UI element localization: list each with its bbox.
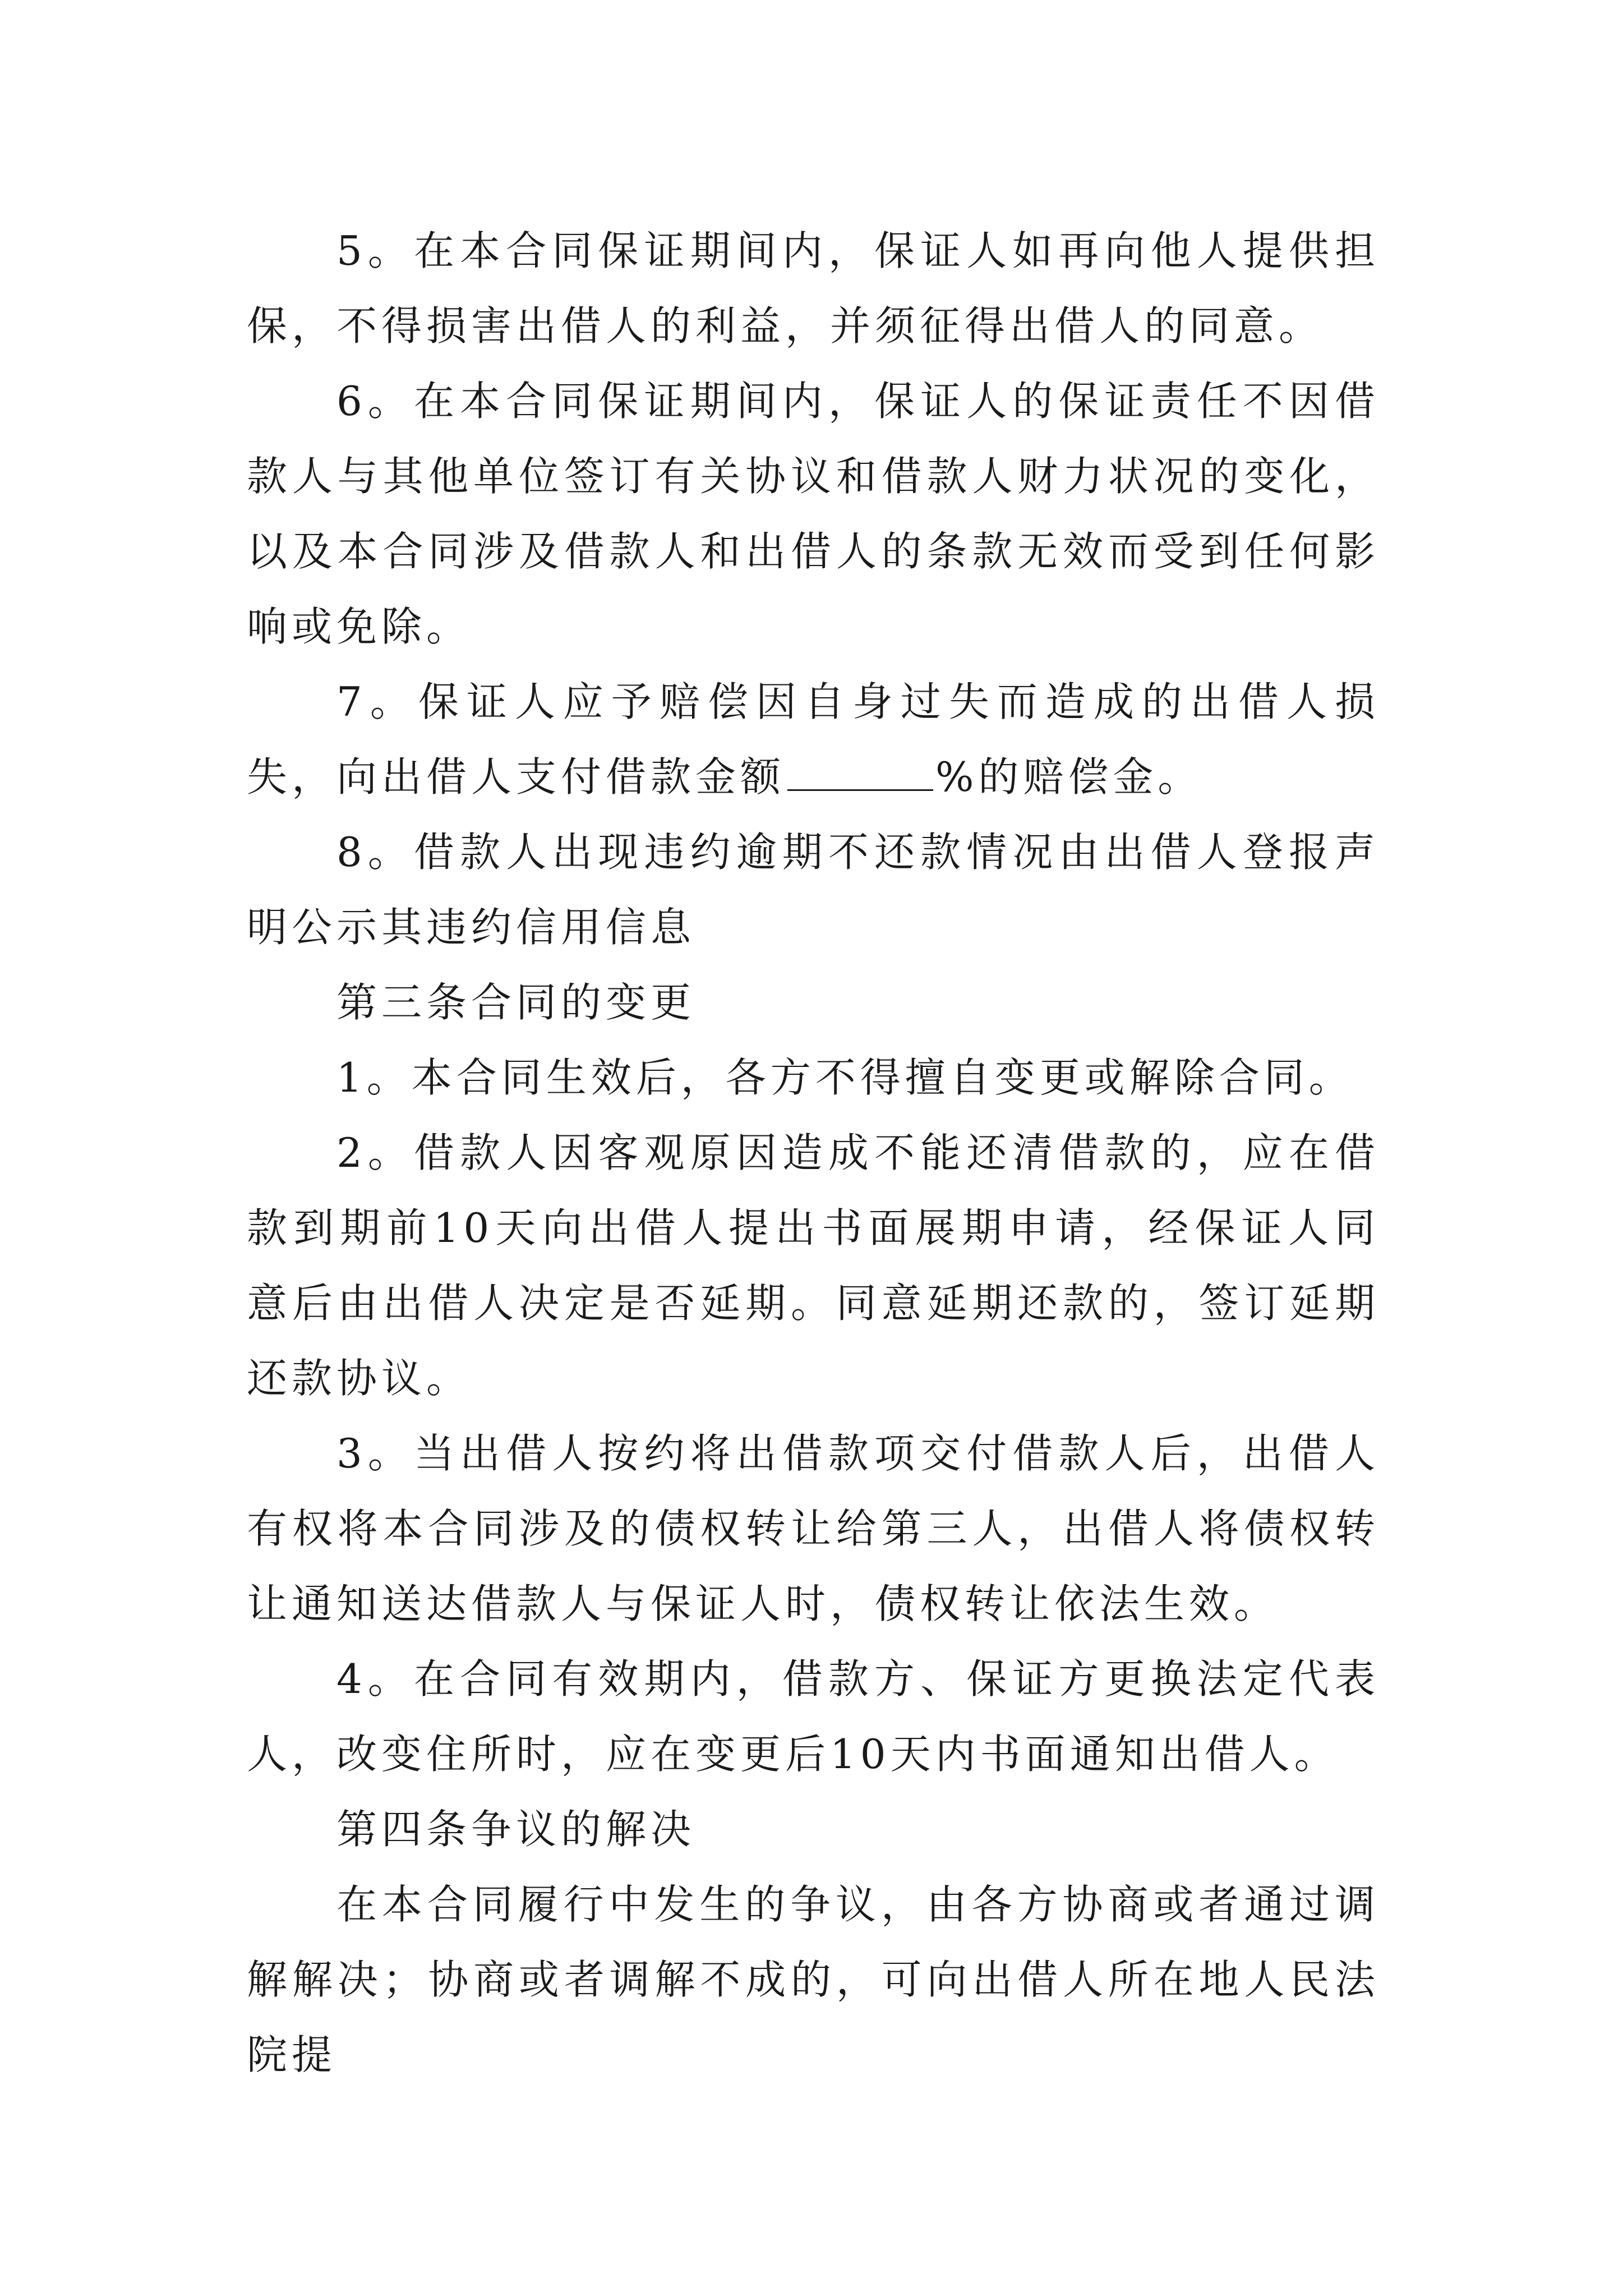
clause-guarantor-compensation	[247, 664, 1380, 815]
compensation-percentage-blank	[787, 754, 933, 791]
clause-guarantee-liability-unaffected: 6。在本合同保证期间内，保证人的保证责任不因借款人与其他单位签订有关协议和借款人财力状况的变化，以及本合同涉及借款人和出借人的条款无效而受到任何影响或免除。	[247, 378, 1380, 650]
clause-guarantor-other-guarantees: 5。在本合同保证期间内，保证人如再向他人提供担保，不得损害出借人的利益，并须征得出借人的同意。	[247, 227, 1380, 349]
section-heading-contract-changes: 第三条合同的变更	[336, 979, 696, 1026]
compensation-text-before: 7。保证人应予赔偿因自身过失而造成的出借人损失，向出借人支付借款金额	[247, 678, 1380, 800]
clause-default-public-notice: 8。借款人出现违约逾期不还款情况由出借人登报声明公示其违约信用信息	[247, 829, 1380, 951]
section-heading-dispute-resolution: 第四条争议的解决	[336, 1806, 696, 1853]
clause-representative-change-notice: 4。在合同有效期内，借款方、保证方更换法定代表人，改变住所时，应在变更后10天内书面通知出借人。	[247, 1655, 1380, 1778]
compensation-text-after: %的赔偿金。	[935, 753, 1203, 800]
document-body	[247, 213, 1380, 2092]
clause-no-unilateral-change: 1。本合同生效后，各方不得擅自变更或解除合同。	[336, 1054, 1354, 1101]
clause-extension-application: 2。借款人因客观原因造成不能还清借款的，应在借款到期前10天向出借人提出书面展期申请，经保证人同意后由出借人决定是否延期。同意延期还款的，签订延期还款协议。	[247, 1129, 1380, 1402]
clause-dispute-resolution: 在本合同履行中发生的争议，由各方协商或者通过调解解决；协商或者调解不成的，可向出借人所在地人民法院提	[247, 1881, 1380, 2078]
clause-claim-transfer: 3。当出借人按约将出借款项交付借款人后，出借人有权将本合同涉及的债权转让给第三人，出借人将债权转让通知送达借款人与保证人时，债权转让依法生效。	[247, 1430, 1380, 1627]
